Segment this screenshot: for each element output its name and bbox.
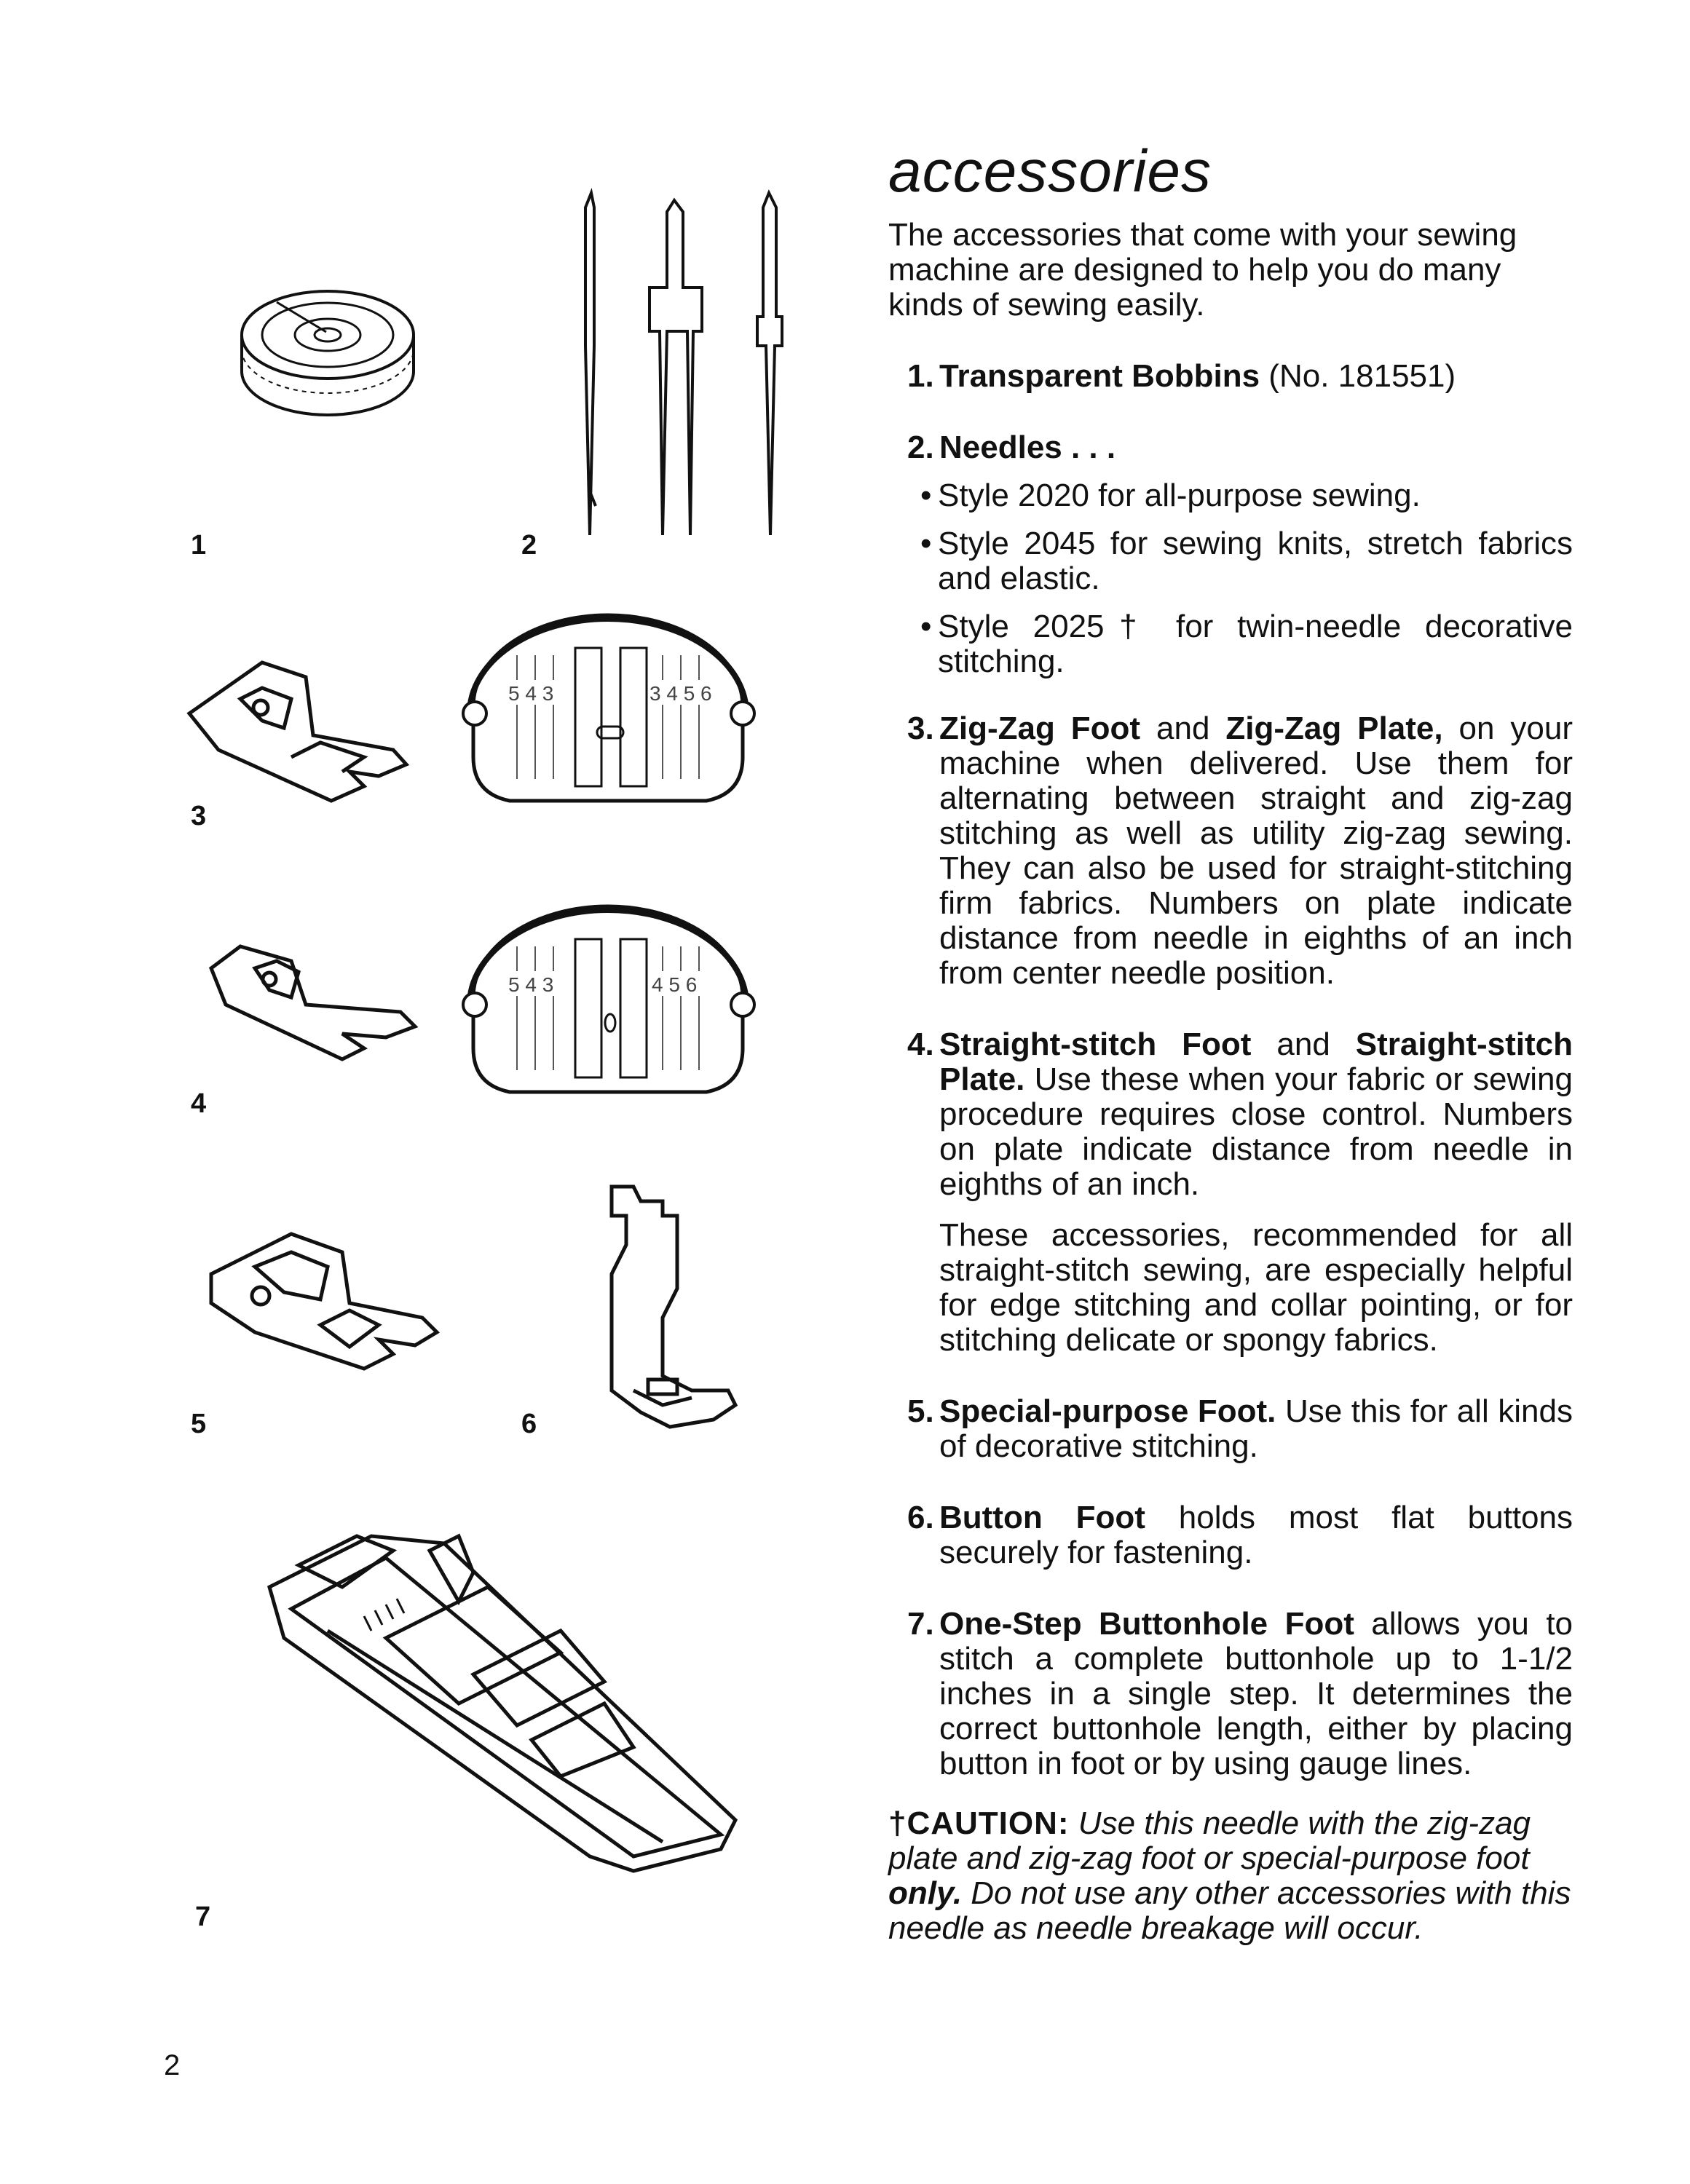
needle-bullet: • Style 2025† for twin-needle decorative stitching.	[920, 609, 1573, 679]
needles-illustration	[553, 186, 808, 550]
item-text: (No. 181551)	[1260, 358, 1456, 394]
zigzag-plate-left-numbers: 5 4 3	[508, 682, 554, 705]
item-text: Use these when your fabric or sewing procedure requires close control. Numbers on plate indicate distance from needle in eighths of an inch.	[939, 1061, 1573, 1202]
caution-label: †CAUTION:	[888, 1805, 1070, 1841]
item-number: 1.	[907, 358, 934, 394]
caution-only: only.	[888, 1875, 963, 1911]
item-mid: and	[1140, 711, 1226, 746]
buttonhole-foot-illustration	[255, 1514, 750, 1878]
figure-label-5: 5	[191, 1409, 207, 1439]
item-title: Needles . . .	[939, 430, 1116, 465]
needle-bullet: • Style 2045 for sewing knits, stretch fabrics and elastic.	[920, 526, 1573, 596]
figure-label-1: 1	[191, 530, 207, 561]
item-note: These accessories, recommended for all straight-stitch sewing, are especially helpful for edge stitching and collar pointing, or for stitching delicate or spongy fabrics.	[939, 1217, 1573, 1358]
item-buttonhole-foot	[888, 1607, 1573, 1781]
item-title-b: Straight-stitch Plate.	[939, 1026, 1573, 1097]
item-title-a: Zig-Zag Foot	[939, 711, 1141, 746]
item-number: 2.	[907, 430, 934, 465]
item-title: Special-purpose Foot.	[939, 1393, 1276, 1429]
item-transparent-bobbins	[888, 359, 1573, 394]
zigzag-plate-right-numbers: 3 4 5 6	[649, 682, 712, 705]
button-foot-illustration	[583, 1172, 779, 1449]
item-number: 4.	[907, 1026, 934, 1062]
straight-stitch-plate-illustration	[430, 903, 786, 1114]
needle-bullet-text: Style 2025† for twin-needle decorative stitching.	[938, 609, 1573, 679]
item-text: Use this for all kinds of decorative stitching.	[939, 1393, 1573, 1464]
page-number: 2	[164, 2049, 181, 2081]
item-number: 5.	[907, 1393, 934, 1429]
item-straight-stitch-foot-plate	[888, 1027, 1573, 1358]
item-special-purpose-foot	[888, 1394, 1573, 1464]
item-text: on your machine when delivered. Use them for alternating between straight and zig-zag stitching as well as utility zig-zag sewing. They can also be used for straight-stitching firm fabrics. Numbers on plate indicate distance from needle in eighths of an inch from center needle position.	[939, 711, 1573, 991]
special-purpose-foot-illustration	[204, 1223, 451, 1390]
item-text: allows you to stitch a complete buttonhole up to 1-1/2 inches in a single step. It determines the correct buttonhole length, either by placing button in foot or by using gauge lines.	[939, 1606, 1573, 1781]
item-zigzag-foot-plate	[888, 711, 1573, 991]
figure-label-2: 2	[521, 530, 537, 561]
bobbin-illustration	[233, 277, 422, 437]
caution-text-a: Use this needle with the zig-zag plate and zig-zag foot or special-purpose foot	[888, 1805, 1531, 1876]
item-title: Transparent Bobbins	[939, 358, 1260, 394]
item-number: 6.	[907, 1500, 934, 1535]
straight-plate-left-numbers: 5 4 3	[508, 973, 554, 996]
item-mid: and	[1251, 1026, 1356, 1062]
caution-note	[888, 1806, 1573, 1946]
item-needles	[888, 430, 1573, 679]
item-button-foot	[888, 1500, 1573, 1570]
needle-bullet: • Style 2020 for all-purpose sewing.	[920, 478, 1421, 513]
item-title: One-Step Buttonhole Foot	[939, 1606, 1354, 1642]
page-title: accessories	[888, 138, 1212, 205]
item-title-b: Zig-Zag Plate,	[1225, 711, 1443, 746]
item-number: 3.	[907, 711, 934, 746]
caution-text-b: Do not use any other accessories with this needle as needle breakage will occur.	[888, 1875, 1571, 1946]
straight-plate-right-numbers: 4 5 6	[652, 973, 698, 996]
straight-stitch-foot-illustration	[197, 939, 430, 1070]
item-title-a: Straight-stitch Foot	[939, 1026, 1252, 1062]
needle-bullet-text: Style 2020 for all-purpose sewing.	[938, 478, 1421, 513]
item-title: Button Foot	[939, 1500, 1145, 1535]
text-column	[888, 138, 1573, 1978]
figure-label-3: 3	[191, 801, 207, 831]
figure-label-7: 7	[195, 1902, 211, 1932]
zigzag-foot-illustration	[175, 648, 437, 823]
intro-paragraph: The accessories that come with your sewing machine are designed to help you do many kinds of sewing easily.	[888, 217, 1517, 323]
item-number: 7.	[907, 1606, 934, 1642]
needle-bullet-text: Style 2045 for sewing knits, stretch fabrics and elastic.	[938, 526, 1573, 596]
item-text: holds most flat buttons securely for fastening.	[939, 1500, 1573, 1570]
zigzag-plate-illustration	[430, 612, 786, 823]
figure-label-6: 6	[521, 1409, 537, 1439]
figure-label-4: 4	[191, 1088, 207, 1119]
